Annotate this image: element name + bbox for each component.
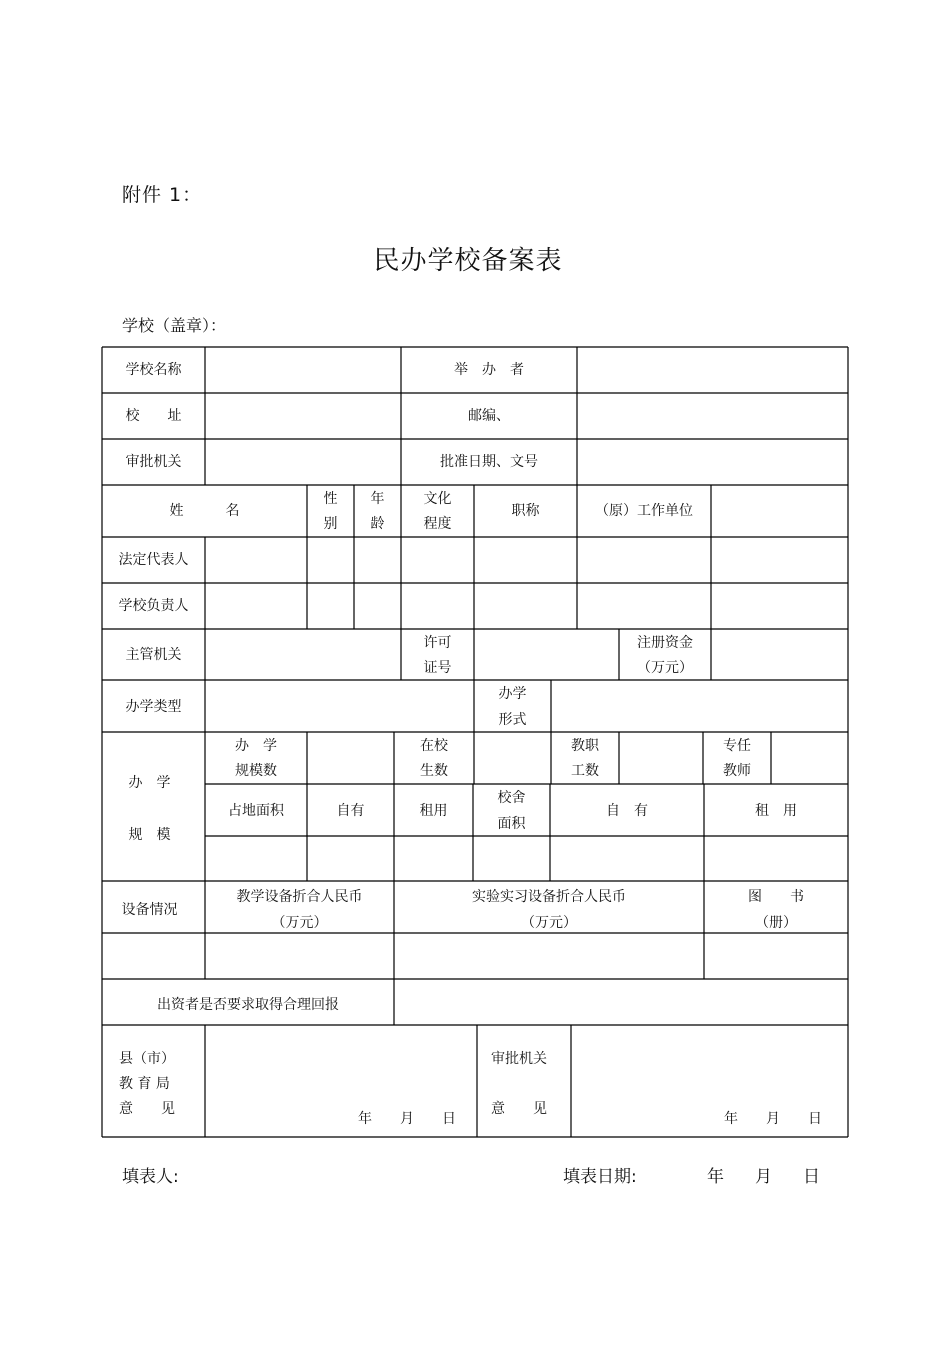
- label-lab-equip-1: 实验实习设备折合人民币: [472, 889, 626, 905]
- label-license-2: 证号: [423, 660, 452, 676]
- label-sponsor: 举 办 者: [454, 362, 524, 378]
- label-fulltime-2: 教师: [723, 763, 751, 779]
- page-title: 民办学校备案表: [373, 246, 563, 276]
- label-capital-2: （万元）: [637, 660, 693, 676]
- label-job-title: 职称: [511, 503, 540, 519]
- label-rented-spaced: 租 用: [755, 803, 797, 819]
- label-fulltime-1: 专任: [723, 738, 751, 754]
- label-rented: 租用: [419, 803, 448, 819]
- label-legal-rep: 法定代表人: [118, 552, 189, 568]
- label-approval-date-no: 批准日期、文号: [440, 454, 538, 470]
- label-age-1: 年: [370, 491, 385, 507]
- label-form-1: 办学: [498, 686, 527, 702]
- label-education-1: 文化: [423, 491, 452, 507]
- school-seal-label: 学校（盖章）：: [122, 316, 227, 335]
- label-scale-count-1: 办 学: [235, 738, 277, 754]
- label-gender-1: 性: [323, 491, 338, 507]
- label-books-1: 图 书: [748, 889, 804, 905]
- label-students-1: 在校: [420, 738, 448, 754]
- label-school-head: 学校负责人: [118, 598, 189, 614]
- label-return-question: 出资者是否要求取得合理回报: [157, 997, 339, 1013]
- label-name: 姓 名: [169, 503, 240, 519]
- label-building-1: 校舍: [497, 790, 526, 806]
- label-county-1: 县（市）: [119, 1051, 175, 1067]
- label-county-date: 年 月 日: [358, 1111, 456, 1127]
- label-supervisor: 主管机关: [125, 647, 182, 663]
- label-county-2: 教 育 局: [119, 1076, 170, 1092]
- label-owned: 自有: [336, 803, 365, 819]
- label-address: 校 址: [125, 408, 182, 424]
- label-staff-1: 教职: [571, 738, 599, 754]
- label-land-area: 占地面积: [228, 803, 284, 819]
- label-equipment: 设备情况: [121, 902, 178, 918]
- label-gender-2: 别: [323, 516, 338, 532]
- filler-label: 填表人:: [122, 1167, 179, 1187]
- label-scale-2: 规 模: [128, 827, 171, 843]
- label-staff-2: 工数: [571, 763, 599, 779]
- label-approval-opinion-1: 审批机关: [491, 1051, 547, 1067]
- fill-date-label: 填表日期:: [563, 1167, 637, 1187]
- label-students-2: 生数: [420, 763, 448, 779]
- label-scale-1: 办 学: [128, 775, 171, 791]
- label-lab-equip-2: （万元）: [521, 915, 577, 931]
- label-approval-org: 审批机关: [125, 454, 182, 470]
- label-scale-count-2: 规模数: [235, 763, 277, 779]
- label-education-2: 程度: [423, 516, 452, 532]
- label-capital-1: 注册资金: [637, 635, 693, 651]
- label-form-2: 形式: [498, 712, 527, 728]
- label-teaching-equip-1: 教学设备折合人民币: [236, 889, 363, 905]
- label-school-type: 办学类型: [125, 699, 182, 715]
- label-license-1: 许可: [423, 635, 452, 651]
- label-owned-spaced: 自 有: [606, 803, 648, 819]
- attachment-label: 附件 1：: [122, 184, 203, 206]
- fill-date-day: 日: [803, 1167, 820, 1187]
- label-county-3: 意 见: [119, 1101, 175, 1117]
- label-approval-opinion-2: 意 见: [491, 1101, 547, 1117]
- label-workplace: （原）工作单位: [595, 503, 693, 519]
- label-postcode: 邮编、: [468, 408, 510, 424]
- label-school-name: 学校名称: [125, 362, 182, 378]
- label-age-2: 龄: [370, 516, 385, 532]
- label-building-2: 面积: [497, 816, 526, 832]
- fill-date-year: 年: [707, 1167, 724, 1187]
- label-approval-date: 年 月 日: [724, 1111, 822, 1127]
- label-books-2: （册）: [755, 915, 797, 931]
- fill-date-month: 月: [755, 1167, 772, 1187]
- label-teaching-equip-2: （万元）: [271, 915, 328, 931]
